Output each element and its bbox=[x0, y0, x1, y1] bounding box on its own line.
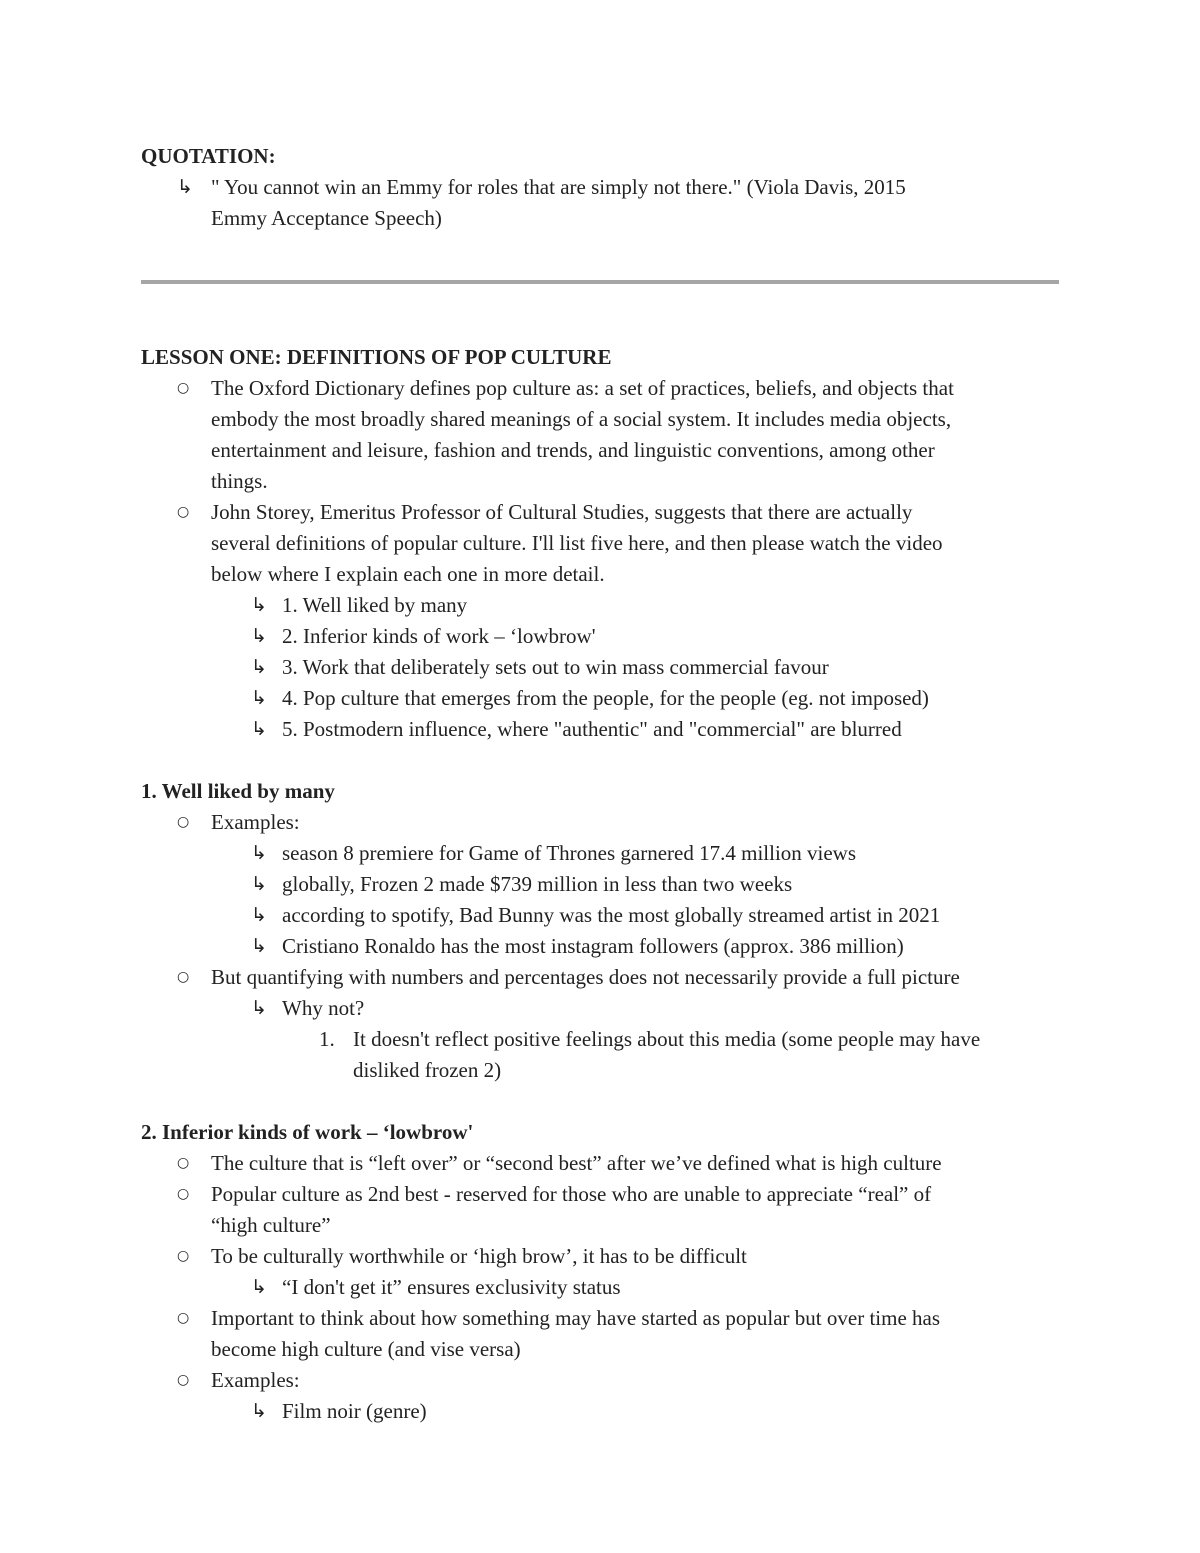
arrow-icon: ↳ bbox=[251, 873, 267, 895]
text-line: Why not? bbox=[282, 996, 365, 1020]
circle-bullet-icon: ○ bbox=[177, 1310, 190, 1326]
list-item bbox=[141, 621, 1059, 652]
list-item bbox=[141, 1365, 1059, 1396]
example-item: season 8 premiere for Game of Thrones garnered 17.4 million views bbox=[282, 841, 857, 865]
circle-bullet-icon: ○ bbox=[177, 1372, 190, 1388]
arrow-icon: ↳ bbox=[251, 656, 267, 678]
quotation-heading: QUOTATION: bbox=[141, 144, 276, 168]
list-item bbox=[141, 1272, 1059, 1303]
circle-bullet-icon: ○ bbox=[177, 1248, 190, 1264]
list-item bbox=[141, 1179, 1059, 1241]
list-item bbox=[141, 652, 1059, 683]
list-item bbox=[141, 838, 1059, 869]
spacer bbox=[141, 745, 1059, 776]
examples-label: Examples: bbox=[211, 810, 300, 834]
arrow-icon: ↳ bbox=[251, 718, 267, 740]
example-item: according to spotify, Bad Bunny was the most globally streamed artist in 2021 bbox=[282, 903, 941, 927]
text-line: below where I explain each one in more detail. bbox=[211, 562, 605, 586]
text-line: To be culturally worthwhile or ‘high brow’, it has to be difficult bbox=[211, 1244, 747, 1268]
list-item bbox=[141, 1303, 1059, 1365]
circle-bullet-icon: ○ bbox=[177, 1155, 190, 1171]
circle-bullet-icon: ○ bbox=[177, 1186, 190, 1202]
definition-item: 3. Work that deliberately sets out to win mass commercial favour bbox=[282, 655, 829, 679]
text-line: John Storey, Emeritus Professor of Cultural Studies, suggests that there are actually bbox=[211, 500, 913, 524]
quotation-line-2: Emmy Acceptance Speech) bbox=[211, 206, 442, 230]
list-item bbox=[141, 993, 1059, 1024]
text-line: Examples: bbox=[211, 1368, 300, 1392]
quotation-item bbox=[141, 172, 1059, 234]
horizontal-divider bbox=[141, 280, 1059, 284]
text-line: become high culture (and vise versa) bbox=[211, 1337, 521, 1361]
list-item bbox=[141, 1148, 1059, 1179]
list-item bbox=[141, 683, 1059, 714]
example-item: globally, Frozen 2 made $739 million in less than two weeks bbox=[282, 872, 793, 896]
arrow-icon: ↳ bbox=[251, 935, 267, 957]
definition-item: 2. Inferior kinds of work – ‘lowbrow' bbox=[282, 624, 596, 648]
text-line: It doesn't reflect positive feelings about this media (some people may have bbox=[353, 1027, 981, 1051]
document-page bbox=[141, 141, 1059, 1427]
arrow-icon: ↳ bbox=[251, 904, 267, 926]
circle-bullet-icon: ○ bbox=[177, 814, 190, 830]
text-line: Film noir (genre) bbox=[282, 1399, 427, 1423]
definition-item: 4. Pop culture that emerges from the people, for the people (eg. not imposed) bbox=[282, 686, 929, 710]
number-marker: 1. bbox=[319, 1027, 335, 1051]
section-2-heading: 2. Inferior kinds of work – ‘lowbrow' bbox=[141, 1120, 474, 1144]
list-item bbox=[141, 373, 1059, 497]
definition-item: 5. Postmodern influence, where "authentic" and "commercial" are blurred bbox=[282, 717, 902, 741]
list-item bbox=[141, 931, 1059, 962]
text-line: Popular culture as 2nd best - reserved for those who are unable to appreciate “real” of bbox=[211, 1182, 932, 1206]
arrow-icon: ↳ bbox=[251, 625, 267, 647]
text-line: embody the most broadly shared meanings of a social system. It includes media objects, bbox=[211, 407, 952, 431]
example-item: Cristiano Ronaldo has the most instagram followers (approx. 386 million) bbox=[282, 934, 904, 958]
lesson-heading: LESSON ONE: DEFINITIONS OF POP CULTURE bbox=[141, 345, 612, 369]
arrow-icon: ↳ bbox=[251, 594, 267, 616]
text-line: The Oxford Dictionary defines pop culture as: a set of practices, beliefs, and objects that bbox=[211, 376, 954, 400]
text-line: things. bbox=[211, 469, 268, 493]
spacer bbox=[141, 1086, 1059, 1117]
list-item bbox=[141, 1241, 1059, 1272]
text-line: But quantifying with numbers and percentages does not necessarily provide a full picture bbox=[211, 965, 960, 989]
circle-bullet-icon: ○ bbox=[177, 969, 190, 985]
arrow-icon: ↳ bbox=[251, 997, 267, 1019]
list-item bbox=[141, 900, 1059, 931]
text-line: entertainment and leisure, fashion and trends, and linguistic conventions, among other bbox=[211, 438, 935, 462]
quotation-line-1: " You cannot win an Emmy for roles that are simply not there." (Viola Davis, 2015 bbox=[211, 175, 906, 199]
arrow-icon: ↳ bbox=[251, 842, 267, 864]
list-item bbox=[141, 962, 1059, 993]
list-item bbox=[141, 497, 1059, 590]
text-line: “I don't get it” ensures exclusivity status bbox=[282, 1275, 621, 1299]
section-1-heading: 1. Well liked by many bbox=[141, 779, 335, 803]
text-line: several definitions of popular culture. I'll list five here, and then please watch the video bbox=[211, 531, 943, 555]
list-item bbox=[141, 714, 1059, 745]
text-line: “high culture” bbox=[211, 1213, 331, 1237]
list-item bbox=[141, 1396, 1059, 1427]
circle-bullet-icon: ○ bbox=[177, 504, 190, 520]
arrow-icon: ↳ bbox=[251, 687, 267, 709]
circle-bullet-icon: ○ bbox=[177, 380, 190, 396]
text-line: disliked frozen 2) bbox=[353, 1058, 502, 1082]
list-item bbox=[141, 590, 1059, 621]
text-line: Important to think about how something may have started as popular but over time has bbox=[211, 1306, 941, 1330]
arrow-icon: ↳ bbox=[251, 1276, 267, 1298]
arrow-icon: ↳ bbox=[251, 1400, 267, 1422]
list-item bbox=[141, 869, 1059, 900]
text-line: The culture that is “left over” or “second best” after we’ve defined what is high culture bbox=[211, 1151, 942, 1175]
definition-item: 1. Well liked by many bbox=[282, 593, 468, 617]
numbered-item bbox=[141, 1024, 1059, 1086]
list-item bbox=[141, 807, 1059, 838]
arrow-icon: ↳ bbox=[177, 176, 193, 198]
